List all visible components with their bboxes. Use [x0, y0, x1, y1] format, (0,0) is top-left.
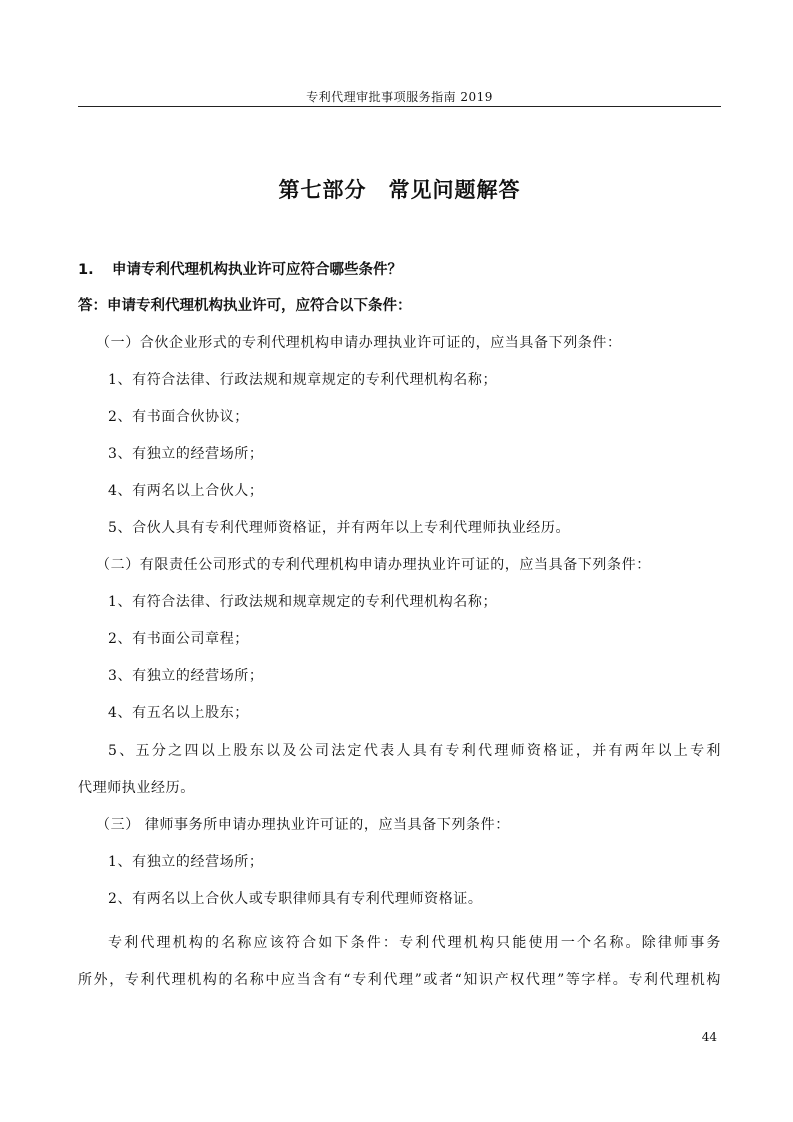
closing-paragraph-line: 所外，专利代理机构的名称中应当含有“专利代理”或者“知识产权代理”等字样。专利代理机构: [78, 972, 721, 988]
section-1-item: 1、有符合法律、行政法规和规章规定的专利代理机构名称；: [108, 372, 498, 388]
page-header: 专利代理审批事项服务指南 2019: [306, 90, 493, 104]
question: [78, 258, 402, 279]
section-3-item: 2、有两名以上合伙人或专职律师具有专利代理师资格证。: [108, 891, 483, 907]
section-2-item: 2、有书面公司章程；: [108, 631, 249, 647]
section-3-item: 1、有独立的经营场所；: [108, 854, 264, 870]
section-2-item: 4、有五名以上股东；: [108, 705, 249, 721]
section-2-item-continued: 代理师执业经历。: [78, 780, 195, 796]
section-2-heading: （二）有限责任公司形式的专利代理机构申请办理执业许可证的，应当具备下列条件：: [96, 557, 651, 573]
answer-lead: 答：申请专利代理机构执业许可，应符合以下条件：: [78, 298, 412, 314]
page-title: 第七部分 常见问题解答: [278, 178, 521, 202]
section-1-item: 4、有两名以上合伙人；: [108, 483, 264, 499]
section-2-item: 1、有符合法律、行政法规和规章规定的专利代理机构名称；: [108, 594, 498, 610]
header-rule: [78, 106, 721, 107]
section-2-item: 3、有独立的经营场所；: [108, 668, 264, 684]
closing-paragraph-line: 专利代理机构的名称应该符合如下条件：专利代理机构只能使用一个名称。除律师事务: [108, 935, 721, 951]
section-1-item: 3、有独立的经营场所；: [108, 446, 264, 462]
question-text: 申请专利代理机构执业许可应符合哪些条件？: [112, 262, 402, 278]
section-3-heading: （三） 律师事务所申请办理执业许可证的，应当具备下列条件：: [96, 817, 510, 833]
section-2-item: 5、五分之四以上股东以及公司法定代表人具有专利代理师资格证，并有两年以上专利: [108, 743, 721, 759]
section-1-item: 5、合伙人具有专利代理师资格证，并有两年以上专利代理师执业经历。: [108, 520, 571, 536]
section-1-item: 2、有书面合伙协议；: [108, 409, 249, 425]
question-number: 1.: [78, 262, 94, 278]
page-number: 44: [701, 1030, 717, 1044]
section-1-heading: （一）合伙企业形式的专利代理机构申请办理执业许可证的，应当具备下列条件：: [96, 335, 622, 351]
